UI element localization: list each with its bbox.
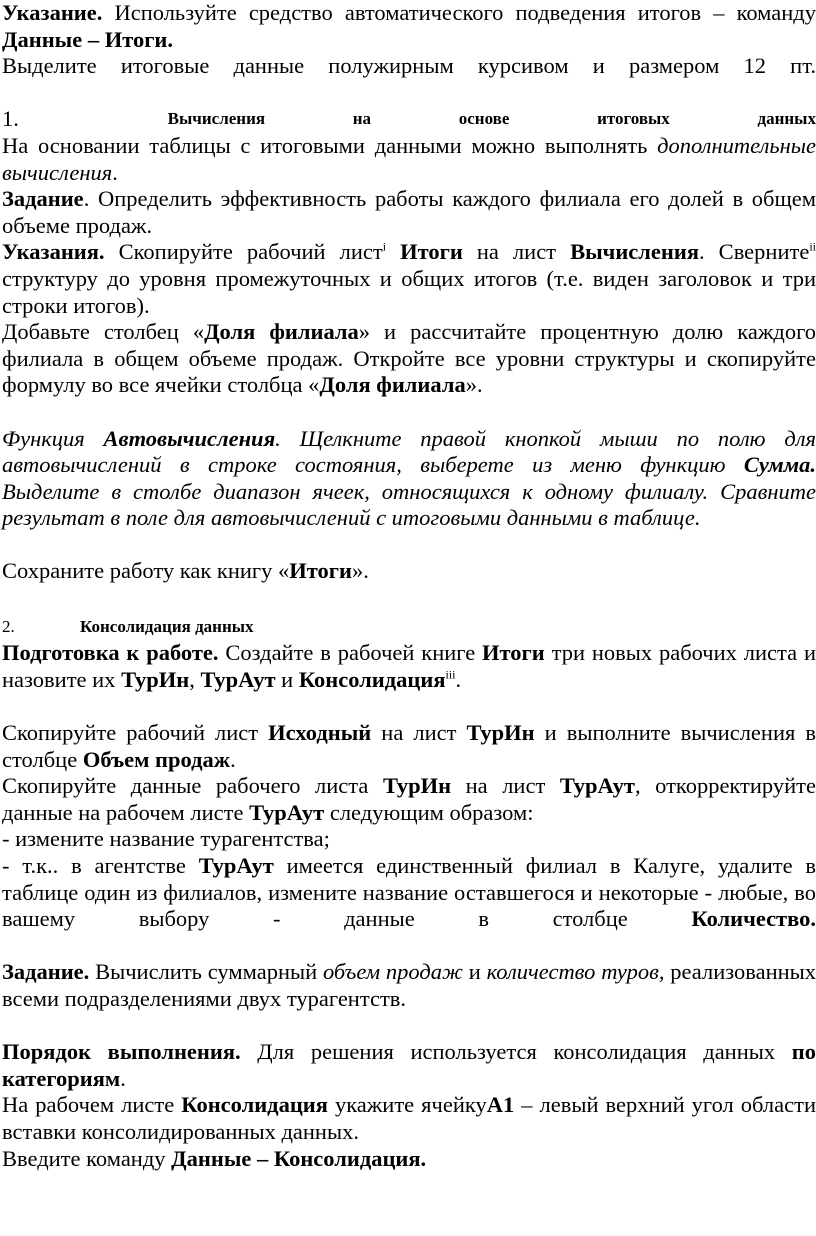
- text: Для решения используется консолидация данных: [240, 1039, 792, 1065]
- text: На рабочем листе: [2, 1092, 182, 1118]
- function-name: Автовычисления: [103, 425, 276, 451]
- text: . Щелкните правой кнопкой мыши по полю для автовычислений в строке состояния, выберете из меню функцию: [2, 425, 816, 478]
- section-1-number: [2, 106, 80, 133]
- section-1-heading: [2, 106, 816, 133]
- category-term: по категориям: [2, 1039, 816, 1091]
- text: .: [230, 746, 236, 772]
- text: - т.к.. в агентстве: [2, 853, 199, 878]
- footnote-mark: ii: [809, 239, 816, 254]
- text: и: [462, 959, 487, 985]
- text: Добавьте столбец «: [2, 319, 205, 345]
- text: .: [455, 666, 462, 692]
- sheet-name: Консолидация: [298, 666, 446, 692]
- text: . Сверните: [699, 239, 810, 265]
- text: Скопируйте данные рабочего листа: [2, 773, 383, 799]
- text: Скопируйте рабочий лист: [104, 239, 383, 265]
- section-2-copy: [2, 720, 816, 773]
- section-2-heading: [2, 612, 816, 641]
- text: Используйте средство автоматического подведения итогов – команду: [102, 0, 816, 25]
- text: и выполните вычисления в столбце: [2, 720, 816, 772]
- footnote-mark: i: [382, 239, 387, 254]
- column-name: Доля филиала: [204, 319, 359, 345]
- format-instruction: Выделите итоговые данные полужирным курсивом и размером 12 пт.: [2, 53, 816, 79]
- text: , откорректируйте данные на рабочем листе: [2, 773, 816, 825]
- spacer: [2, 1013, 816, 1040]
- save-paragraph: [2, 558, 816, 585]
- text: .: [120, 1065, 126, 1091]
- label-order: Порядок выполнения.: [2, 1039, 241, 1065]
- italic-text: количество туров,: [486, 959, 665, 985]
- sheet-name: Итоги: [386, 239, 463, 265]
- spacer: [2, 80, 816, 107]
- text: » и рассчитайте процентную долю каждого филиала в общем объеме продаж. Откройте все уровни структуры и скопируйте формулу во все ячейки столбца «: [2, 319, 816, 398]
- num: 1.: [2, 106, 19, 132]
- book-name: Итоги: [289, 558, 352, 584]
- book-name: Итоги: [482, 640, 545, 666]
- text: структуру до уровня промежуточных и общих итогов (т.е. виден заголовок и три строки итогов).: [2, 265, 816, 318]
- section-2-sheet: [2, 1092, 816, 1145]
- label-ukazanie: Указание.: [2, 0, 103, 25]
- command-data-totals: Данные – Итоги.: [2, 26, 174, 52]
- text: Сохраните работу как книгу «: [2, 558, 290, 584]
- text: . Определить эффективность работы каждого филиала его долей в общем объеме продаж.: [2, 186, 816, 238]
- text: Введите команду: [2, 1145, 172, 1171]
- heading-word: итоговых: [597, 109, 670, 129]
- section-1-instructions: [2, 239, 816, 319]
- section-2-title: Консолидация данных: [80, 616, 254, 636]
- sheet-name: ТурАут: [198, 853, 274, 878]
- text: Создайте в рабочей книге: [218, 640, 483, 666]
- instruction-paragraph: [2, 0, 816, 53]
- heading-word: на: [352, 109, 372, 129]
- spacer: [2, 532, 816, 559]
- sheet-name: ТурАут: [559, 773, 635, 799]
- label-zadanie: Задание: [2, 186, 84, 212]
- section-1-task: [2, 186, 816, 239]
- sheet-name: ТурИн: [121, 666, 190, 692]
- sheet-name: ТурИн: [382, 773, 452, 799]
- bullet-branch: [2, 853, 816, 933]
- text: на лист: [462, 239, 571, 265]
- column-name: Объем продаж: [82, 746, 231, 772]
- column-name: Доля филиала: [319, 372, 466, 398]
- sheet-name: Вычисления: [570, 239, 700, 265]
- text: ,: [189, 666, 201, 692]
- autocalc-paragraph: [2, 426, 816, 532]
- section-1-intro: [2, 133, 816, 186]
- sheet-name: ТурАут: [200, 666, 276, 692]
- text: три новых рабочих листа и назовите их: [2, 640, 816, 692]
- text: .: [112, 159, 118, 185]
- sheet-name: Исходный: [268, 720, 372, 746]
- spacer: [2, 693, 816, 720]
- italic-text: объем продаж: [322, 959, 463, 985]
- text: – левый верхний угол области вставки консолидированных данных.: [2, 1092, 816, 1144]
- text: ».: [465, 372, 483, 398]
- text: Скопируйте рабочий лист: [2, 720, 269, 746]
- section-2-command: [2, 1146, 816, 1173]
- sheet-name: ТурАут: [249, 799, 325, 825]
- sheet-name: Консолидация: [181, 1092, 328, 1118]
- footnote-mark: iii: [445, 667, 456, 682]
- heading-word: Вычисления: [167, 109, 266, 129]
- italic-text: дополнительные вычисления: [2, 132, 816, 185]
- label-prep: Подготовка к работе.: [2, 640, 219, 666]
- text: и: [275, 666, 299, 692]
- text: на лист: [451, 773, 560, 799]
- column-name: Количество.: [691, 906, 816, 932]
- bullet-rename: - измените название турагентства;: [2, 826, 330, 852]
- text: На основании таблицы с итоговыми данными можно выполнять: [2, 132, 658, 158]
- spacer: [2, 933, 816, 960]
- text: Вычислить суммарный: [89, 959, 323, 985]
- heading-word: данных: [757, 109, 816, 129]
- section-2-copy-data: [2, 773, 816, 826]
- sheet-name: ТурИн: [466, 720, 535, 746]
- section-2-prep: [2, 640, 816, 693]
- text: укажите ячейку: [327, 1092, 487, 1118]
- section-1-add-column: [2, 319, 816, 399]
- spacer: [2, 585, 816, 612]
- label-ukazaniya: Указания.: [2, 239, 105, 265]
- label-zadanie: Задание.: [2, 959, 90, 985]
- function-sum: Сумма.: [743, 452, 816, 478]
- section-2-task: [2, 959, 816, 1012]
- text: следующим образом:: [324, 799, 534, 825]
- section-2-number: 2.: [2, 616, 15, 636]
- text: реализованных всеми подразделениями двух турагентств.: [2, 959, 816, 1011]
- text: Выделите в столбе диапазон ячеек, относящихся к одному филиалу. Сравните результат в поле для автовычислений с итоговыми данными в таблице.: [2, 478, 816, 531]
- cell-ref: А1: [486, 1092, 515, 1118]
- spacer: [2, 399, 816, 426]
- text: на лист: [371, 720, 467, 746]
- heading-word: основе: [458, 109, 510, 129]
- command-consolidation: Данные – Консолидация.: [171, 1145, 427, 1171]
- text: имеется единственный филиал в Калуге, удалите в таблице один из филиалов, измените название оставшегося и некоторые - любые, во вашему выбору - данные в столбце: [2, 853, 816, 932]
- text: ».: [351, 558, 369, 584]
- section-2-order: [2, 1039, 816, 1092]
- text: Функция: [2, 425, 104, 451]
